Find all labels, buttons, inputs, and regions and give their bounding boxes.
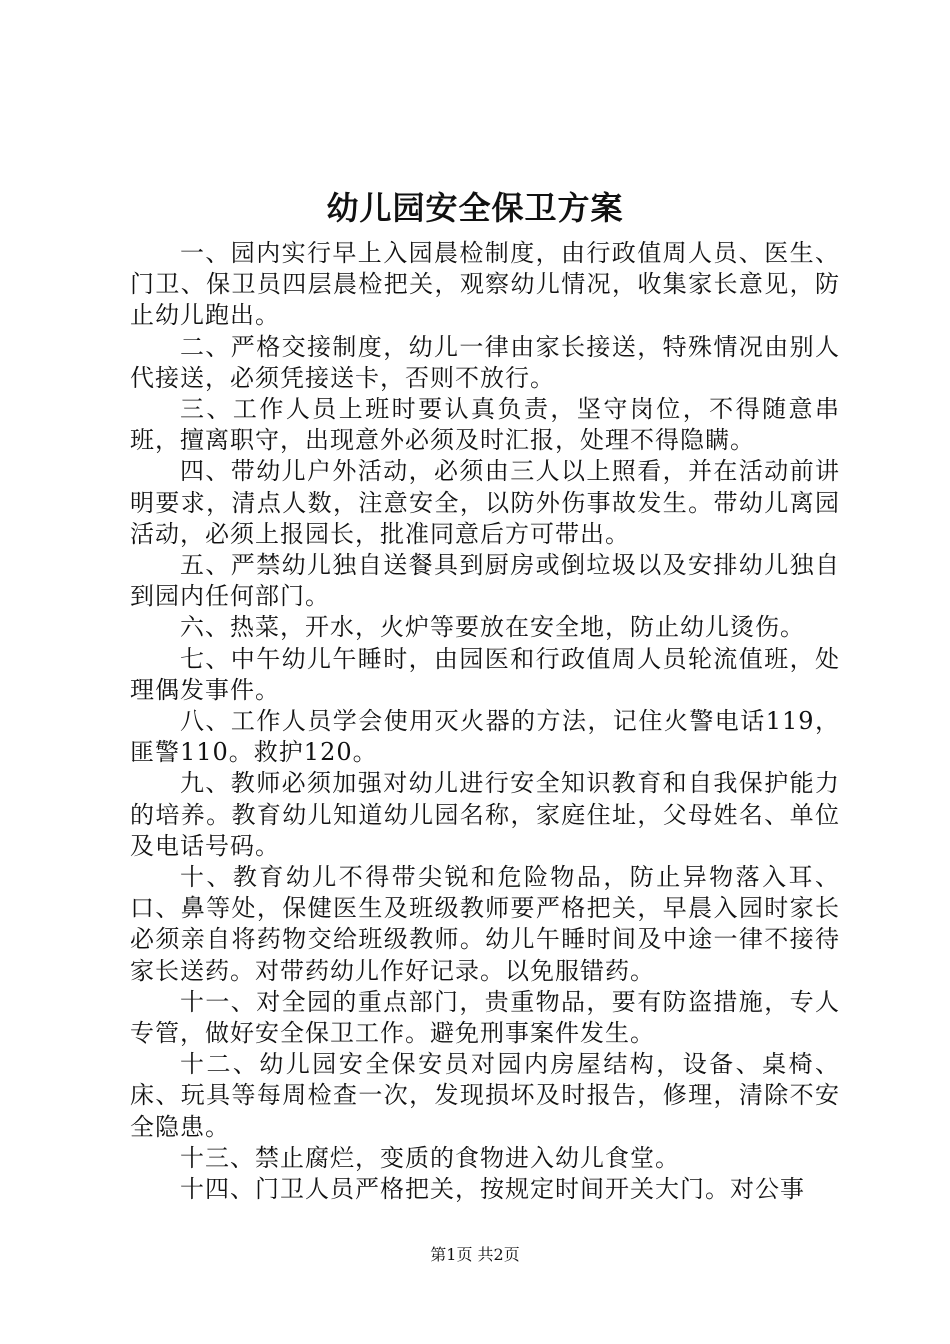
paragraph-5: 五、严禁幼儿独自送餐具到厨房或倒垃圾以及安排幼儿独自到园内任何部门。 — [130, 551, 840, 611]
paragraph-12: 十二、幼儿园安全保安员对园内房屋结构，设备、桌椅、床、玩具等每周检查一次，发现损坏及时报告，修理，清除不安全隐患。 — [130, 1050, 840, 1141]
paragraph-13: 十三、禁止腐烂，变质的食物进入幼儿食堂。 — [180, 1143, 680, 1172]
paragraph-4: 四、带幼儿户外活动，必须由三人以上照看，并在活动前讲明要求，清点人数，注意安全，以防外伤事故发生。带幼儿离园活动，必须上报园长，批准同意后方可带出。 — [130, 457, 840, 548]
paragraph-8: 八、工作人员学会使用灭火器的方法，记住火警电话119，匪警110。救护120。 — [130, 707, 840, 767]
paragraph-14: 十四、门卫人员严格把关，按规定时间开关大门。对公事 — [180, 1175, 805, 1204]
paragraph-3: 三、工作人员上班时要认真负责，坚守岗位，不得随意串班，擅离职守，出现意外必须及时汇报，处理不得隐瞒。 — [130, 395, 840, 455]
document-body — [130, 238, 840, 1205]
paragraph-1: 一、园内实行早上入园晨检制度，由行政值周人员、医生、门卫、保卫员四层晨检把关，观察幼儿情况，收集家长意见，防止幼儿跑出。 — [130, 239, 840, 330]
paragraph-10: 十、教育幼儿不得带尖锐和危险物品，防止异物落入耳、口、鼻等处，保健医生及班级教师要严格把关，早晨入园时家长必须亲自将药物交给班级教师。幼儿午睡时间及中途一律不接待家长送药。对带药幼儿作好记录。以免服错药。 — [130, 863, 840, 985]
paragraph-9: 九、教师必须加强对幼儿进行安全知识教育和自我保护能力的培养。教育幼儿知道幼儿园名称，家庭住址，父母姓名、单位及电话号码。 — [130, 769, 840, 860]
paragraph-11: 十一、对全园的重点部门，贵重物品，要有防盗措施，专人专管，做好安全保卫工作。避免刑事案件发生。 — [130, 987, 840, 1048]
paragraph-6: 六、热菜，开水，火炉等要放在安全地，防止幼儿烫伤。 — [180, 613, 805, 642]
paragraph-7: 七、中午幼儿午睡时，由园医和行政值周人员轮流值班，处理偶发事件。 — [130, 644, 840, 704]
page-footer: 第1页 共2页 — [430, 1245, 520, 1264]
paragraph-2: 二、严格交接制度，幼儿一律由家长接送，特殊情况由别人代接送，必须凭接送卡，否则不放行。 — [130, 332, 840, 392]
document-title: 幼儿园安全保卫方案 — [326, 189, 624, 227]
